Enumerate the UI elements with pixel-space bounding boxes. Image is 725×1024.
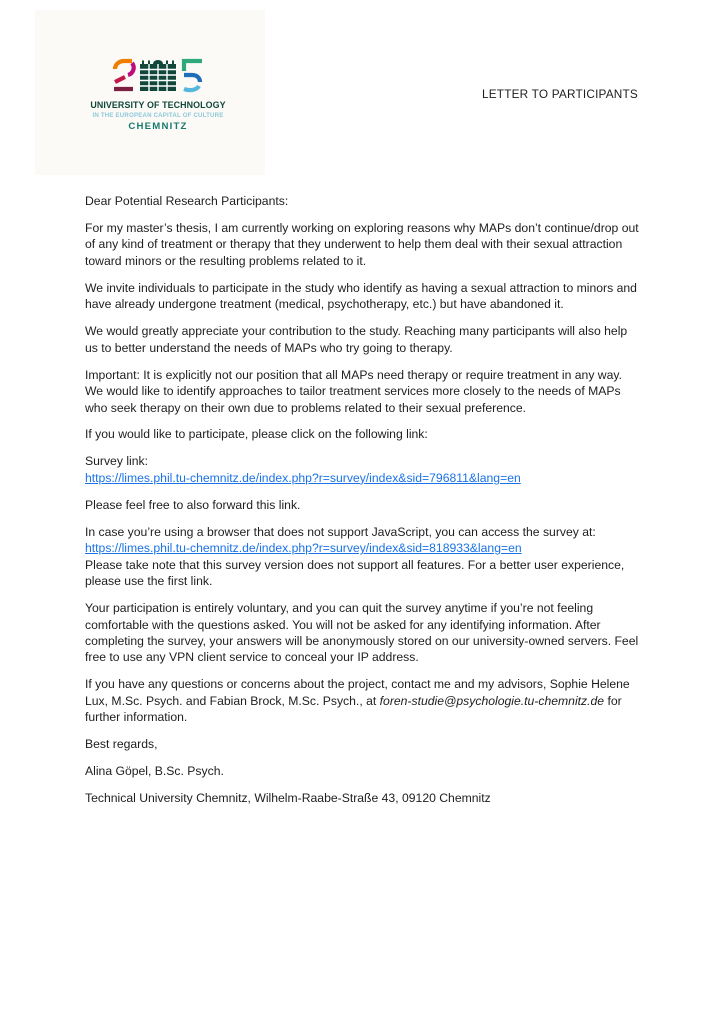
survey-link[interactable]: https://limes.phil.tu-chemnitz.de/index.php?r=survey/index&sid=796811&lang=en [85, 470, 521, 485]
letter-body [85, 193, 643, 817]
university-logo [87, 58, 229, 132]
salutation: Dear Potential Research Participants: [85, 194, 289, 208]
survey-link-label: Survey link: [85, 454, 148, 469]
logo-university-name: UNIVERSITY OF TECHNOLOGY [90, 100, 226, 110]
noscript-block [85, 524, 643, 590]
paragraph-important-note: Important: It is explicitly not our position that all MAPs need therapy or require treatment in any way. We would like to identify approaches to tailor treatment services more closely to the needs of MAPs who seek therapy on their own due to problems related to their sexual preference. [85, 367, 622, 415]
contact-text-before: If you have any questions or concerns about the project, contact me and my advisors, Sophie Helene Lux, M.Sc. Psych. and Fabian Brock, M.Sc. Psych., at [85, 677, 630, 708]
logo-digit-2 [114, 61, 134, 89]
signature: Alina Göpel, B.Sc. Psych. [85, 764, 224, 779]
paragraph-appreciation: We would greatly appreciate your contribution to the study. Reaching many participants will also help us to better understand the needs of MAPs who try going to therapy. [85, 324, 628, 355]
paragraph-contact [85, 676, 643, 725]
document-title: LETTER TO PARTICIPANTS [481, 87, 638, 101]
noscript-intro: In case you’re using a browser that does not support JavaScript, you can access the survey at: [85, 524, 596, 539]
noscript-note: Please take note that this survey version does not support all features. For a better user experience, please use the first link. [85, 557, 625, 589]
closing: Best regards, [85, 737, 158, 752]
paragraph-participate-prompt: If you would like to participate, please click on the following link: [85, 427, 428, 442]
contact-text-after: for further information. [85, 693, 622, 725]
contact-email: foren-studie@psychologie.tu-chemnitz.de [379, 693, 605, 708]
paragraph-invitation: We invite individuals to participate in the study who identify as having a sexual attraction to minors and have already undergone treatment (medical, psychotherapy, etc.) but have abandoned it. [85, 280, 637, 312]
forward-note: Please feel free to also forward this link. [85, 497, 301, 512]
paragraph-voluntary: Your participation is entirely voluntary, and you can quit the survey anytime if you’re not feeling comfortable with the questions asked. You will not be asked for any identifying information. After completing the survey, your answers will be anonymously stored on our university-owned servers. Feel free to use any VPN client service to conceal your IP address. [85, 601, 639, 665]
logo-capital-of-culture: IN THE EUROPEAN CAPITAL OF CULTURE [92, 111, 224, 119]
chemnitz-building-icon [140, 60, 176, 91]
logo-digit-5 [184, 61, 202, 90]
survey-link-paragraph [85, 453, 643, 486]
logo-city-name: CHEMNITZ [128, 121, 188, 132]
noscript-survey-link[interactable]: https://limes.phil.tu-chemnitz.de/index.php?r=survey/index&sid=818933&lang=en [85, 541, 522, 556]
logo-2025-graphic [111, 58, 205, 94]
paragraph-thesis-intro: For my master’s thesis, I am currently working on exploring reasons why MAPs don’t continue/drop out of any kind of treatment or therapy that they underwent to help them deal with their sexual attraction toward minors or the resulting problems related to it. [85, 220, 639, 268]
university-address: Technical University Chemnitz, Wilhelm-Raabe-Straße 43, 09120 Chemnitz [85, 791, 491, 806]
